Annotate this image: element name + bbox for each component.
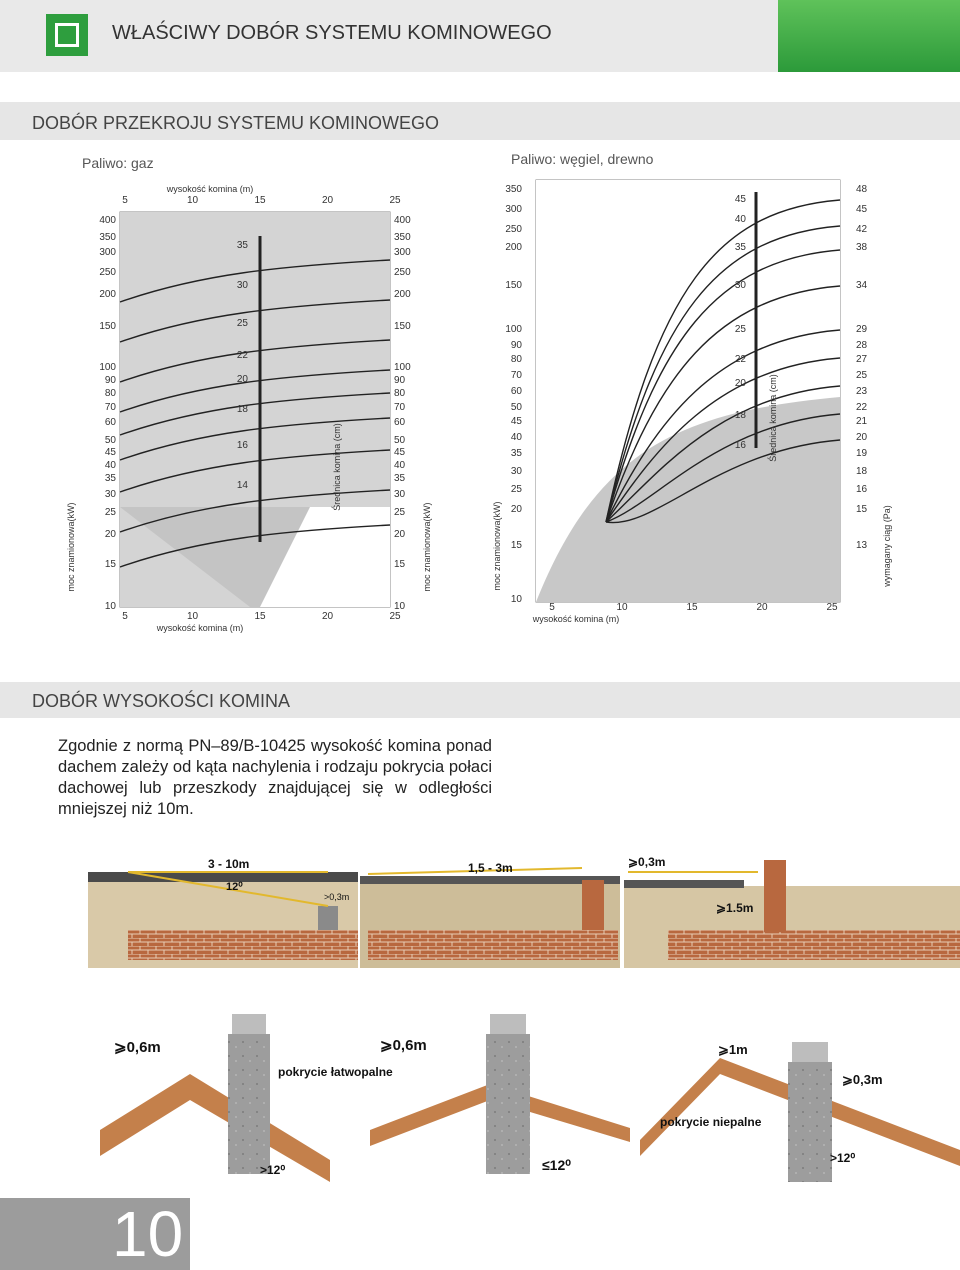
y-tick-right: 70 xyxy=(394,402,406,413)
y-tick-left: 60 xyxy=(104,417,116,428)
draft-tick: 48 xyxy=(856,184,868,195)
y-tick-left: 50 xyxy=(104,435,116,446)
fuel-label-coal: Paliwo: węgiel, drewno xyxy=(511,151,654,167)
y-tick-left: 350 xyxy=(505,184,522,195)
draft-tick: 25 xyxy=(856,370,868,381)
y-tick-left: 35 xyxy=(104,473,116,484)
diameter-label: 16 xyxy=(734,440,746,451)
y-tick-right: 100 xyxy=(394,362,411,373)
draft-tick: 13 xyxy=(856,540,868,551)
chimney-block xyxy=(486,1034,530,1174)
header-accent-bar xyxy=(778,0,960,72)
roof-edge xyxy=(360,876,620,884)
x-tick-top: 25 xyxy=(389,195,401,206)
y-tick-left: 45 xyxy=(104,447,116,458)
roof-slope xyxy=(100,1074,330,1182)
left-axis-title: moc znamionowa(kW) xyxy=(492,501,502,591)
x-tick-top: 15 xyxy=(254,195,266,206)
draft-tick: 23 xyxy=(856,386,868,397)
y-tick-left: 250 xyxy=(505,224,522,235)
chimney xyxy=(582,880,604,930)
y-tick-right: 350 xyxy=(394,232,411,243)
y-tick-left: 400 xyxy=(99,215,116,226)
x-tick-top: 5 xyxy=(122,195,128,206)
page-number: 10 xyxy=(112,1198,184,1270)
draft-tick: 16 xyxy=(856,484,868,495)
brand-square-icon xyxy=(46,14,88,56)
y-tick-left: 350 xyxy=(99,232,116,243)
y-tick-left: 15 xyxy=(510,540,522,551)
section-title-cross-section: DOBÓR PRZEKROJU SYSTEMU KOMINOWEGO xyxy=(32,113,440,133)
y-tick-left: 250 xyxy=(99,267,116,278)
body-paragraph: Zgodnie z normą PN–89/B-10425 wysokość komina ponad dachem zależy od kąta nachylenia i rodzaju pokrycia połaci dachowej lub przeszkody znajdującej się w odległości mniejszej niż 10m. xyxy=(58,737,492,818)
diameter-label: 16 xyxy=(236,440,248,451)
draft-tick: 19 xyxy=(856,448,868,459)
y-tick-right: 200 xyxy=(394,289,411,300)
bottom-axis-title: wysokość komina (m) xyxy=(156,623,244,633)
y-tick-left: 150 xyxy=(505,280,522,291)
diameter-label: 22 xyxy=(734,354,746,365)
x-tick-top: 10 xyxy=(186,195,199,206)
roof-edge xyxy=(88,872,358,882)
y-tick-left: 25 xyxy=(510,484,522,495)
diameter-label: 18 xyxy=(236,404,248,415)
chimney-tall xyxy=(764,860,786,932)
section-title-height: DOBÓR WYSOKOŚCI KOMINA xyxy=(32,691,291,711)
chart-coal-shading xyxy=(536,180,840,602)
illustration-row-roofs xyxy=(100,1010,960,1190)
x-tick-bottom: 15 xyxy=(254,611,266,622)
brick-wall xyxy=(128,930,358,960)
y-tick-left: 20 xyxy=(510,504,522,515)
angle-label: >12⁰ xyxy=(830,1151,856,1165)
dist-label: ⩾0,3m xyxy=(628,855,666,869)
angle-label: >12⁰ xyxy=(260,1163,286,1177)
y-tick-right: 40 xyxy=(394,460,406,471)
fuel-label-gas: Paliwo: gaz xyxy=(82,155,154,171)
left-axis-title: moc znamionowa(kW) xyxy=(66,502,76,592)
chart-coal xyxy=(480,178,900,638)
diameter-label: 18 xyxy=(734,410,746,421)
y-tick-left: 200 xyxy=(99,289,116,300)
dist-label: ⩾1.5m xyxy=(716,901,754,915)
chart-gas xyxy=(60,182,440,642)
y-tick-left: 300 xyxy=(505,204,522,215)
cover-label: pokrycie łatwopalne xyxy=(278,1065,393,1079)
y-tick-right: 60 xyxy=(394,417,406,428)
y-tick-left: 40 xyxy=(104,460,116,471)
y-tick-left: 100 xyxy=(99,362,116,373)
y-tick-left: 100 xyxy=(505,324,522,335)
y-tick-left: 50 xyxy=(510,402,522,413)
draft-tick: 27 xyxy=(856,354,868,365)
y-tick-right: 45 xyxy=(394,447,406,458)
draft-tick: 38 xyxy=(856,242,868,253)
diameter-label: 40 xyxy=(734,214,746,225)
brick-wall xyxy=(368,930,618,960)
draft-tick: 28 xyxy=(856,340,868,351)
x-tick-bottom: 10 xyxy=(616,602,628,613)
y-tick-right: 50 xyxy=(394,435,406,446)
angle-label: 12⁰ xyxy=(226,881,243,893)
y-tick-right: 300 xyxy=(394,247,411,258)
y-tick-right: 25 xyxy=(394,507,406,518)
y-tick-left: 30 xyxy=(104,489,116,500)
chimney-small xyxy=(318,906,338,930)
y-tick-right: 35 xyxy=(394,473,406,484)
chimney-block xyxy=(228,1034,270,1174)
dist-label: 1,5 - 3m xyxy=(468,861,513,875)
y-tick-left: 20 xyxy=(104,529,116,540)
y-tick-left: 40 xyxy=(510,432,522,443)
y-tick-left: 300 xyxy=(99,247,116,258)
draft-tick: 42 xyxy=(856,224,868,235)
x-tick-top: 20 xyxy=(321,195,334,206)
bottom-axis-title: wysokość komina (m) xyxy=(532,614,620,624)
draft-tick: 34 xyxy=(856,280,868,291)
height-label: ⩾1m xyxy=(718,1042,748,1057)
y-tick-right: 10 xyxy=(394,601,406,612)
y-tick-left: 60 xyxy=(510,386,522,397)
right-axis-title: wymagany ciąg (Pa) xyxy=(882,505,892,587)
draft-tick: 45 xyxy=(856,204,868,215)
y-tick-left: 90 xyxy=(510,340,522,351)
diameter-label: 35 xyxy=(236,240,248,251)
y-tick-left: 30 xyxy=(510,466,522,477)
y-tick-left: 200 xyxy=(505,242,522,253)
draft-tick: 20 xyxy=(856,432,868,443)
diameter-axis-title: Średnica komina (cm) xyxy=(332,423,342,511)
brick-wall xyxy=(668,930,960,960)
diameter-label: 25 xyxy=(734,324,746,335)
diameter-label: 22 xyxy=(236,350,248,361)
page-title: WŁAŚCIWY DOBÓR SYSTEMU KOMINOWEGO xyxy=(112,22,552,44)
x-tick-bottom: 25 xyxy=(389,611,401,622)
draft-tick: 29 xyxy=(856,324,868,335)
y-tick-left: 10 xyxy=(104,601,116,612)
gap-label: >0,3m xyxy=(324,892,350,902)
height-label: ⩾0,6m xyxy=(114,1039,161,1056)
y-tick-right: 20 xyxy=(394,529,406,540)
draft-tick: 15 xyxy=(856,504,868,515)
x-tick-bottom: 20 xyxy=(756,602,768,613)
chimney-block xyxy=(788,1062,832,1182)
x-tick-bottom: 5 xyxy=(122,611,128,622)
right-axis-title: moc znamionowa(kW) xyxy=(422,502,432,592)
chimney-cap xyxy=(792,1042,828,1062)
x-tick-bottom: 25 xyxy=(826,602,838,613)
chimney-cap xyxy=(232,1014,266,1034)
height-label: ⩾0,3m xyxy=(842,1072,883,1087)
diameter-label: 25 xyxy=(236,318,248,329)
diameter-label: 20 xyxy=(734,378,746,389)
draft-tick: 22 xyxy=(856,402,868,413)
draft-tick: 18 xyxy=(856,466,868,477)
y-tick-right: 90 xyxy=(394,375,406,386)
y-tick-right: 150 xyxy=(394,321,411,332)
y-tick-right: 80 xyxy=(394,388,406,399)
y-tick-left: 80 xyxy=(510,354,522,365)
chimney-cap xyxy=(490,1014,526,1034)
angle-label: ≤12⁰ xyxy=(542,1157,571,1173)
y-tick-left: 15 xyxy=(104,559,116,570)
roof-edge xyxy=(624,880,744,888)
x-tick-bottom: 20 xyxy=(321,611,334,622)
top-axis-title: wysokość komina (m) xyxy=(166,184,254,194)
diameter-label: 30 xyxy=(236,280,248,291)
x-tick-bottom: 15 xyxy=(686,602,698,613)
draft-tick: 21 xyxy=(856,416,868,427)
diameter-label: 14 xyxy=(236,480,248,491)
cover-label: pokrycie niepalne xyxy=(660,1115,762,1129)
y-tick-left: 150 xyxy=(99,321,116,332)
y-tick-right: 30 xyxy=(394,489,406,500)
diameter-label: 45 xyxy=(734,194,746,205)
diameter-label: 35 xyxy=(734,242,746,253)
diameter-label: 30 xyxy=(734,280,746,291)
y-tick-left: 25 xyxy=(104,507,116,518)
y-tick-left: 45 xyxy=(510,416,522,427)
x-tick-bottom: 10 xyxy=(186,611,199,622)
dist-label: 3 - 10m xyxy=(208,857,250,871)
diameter-axis-title: Średnica komina (cm) xyxy=(768,374,778,462)
y-tick-left: 70 xyxy=(510,370,522,381)
height-label: ⩾0,6m xyxy=(380,1037,427,1054)
y-tick-left: 35 xyxy=(510,448,522,459)
y-tick-right: 15 xyxy=(394,559,406,570)
x-tick-bottom: 5 xyxy=(549,602,555,613)
y-tick-left: 10 xyxy=(510,594,522,605)
y-tick-right: 250 xyxy=(394,267,411,278)
y-tick-left: 90 xyxy=(104,375,116,386)
y-tick-right: 400 xyxy=(394,215,411,226)
y-tick-left: 70 xyxy=(104,402,116,413)
illustration-row-obstacles xyxy=(88,850,960,970)
y-tick-left: 80 xyxy=(104,388,116,399)
diameter-label: 20 xyxy=(236,374,248,385)
